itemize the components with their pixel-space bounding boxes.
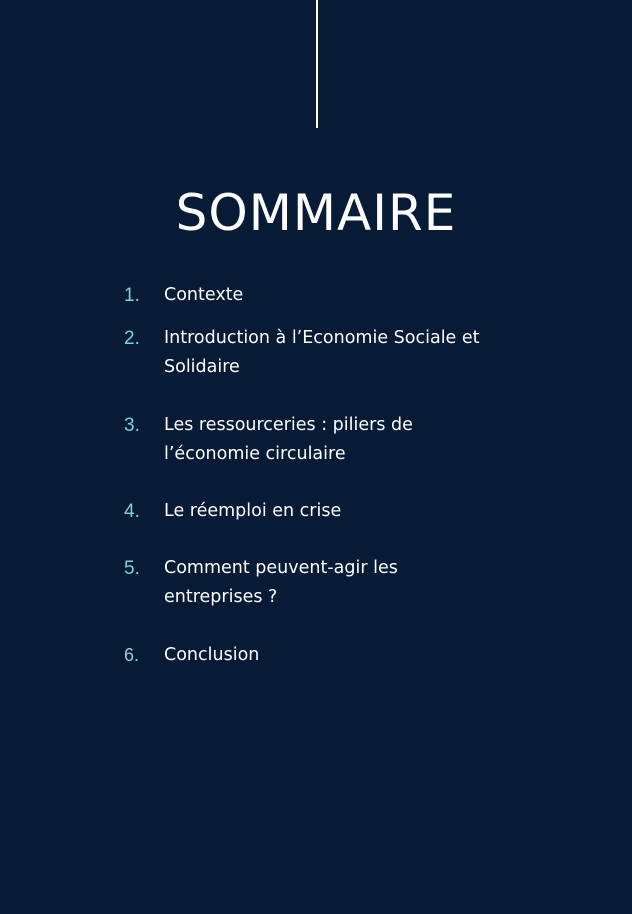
toc-item-label: Contexte: [164, 285, 244, 305]
toc-item-number: 4.: [124, 501, 140, 522]
toc-item-number: 3.: [124, 415, 140, 436]
page-title: SOMMAIRE: [175, 184, 457, 242]
top-divider-line: [316, 0, 318, 128]
toc-item-number: 6.: [124, 645, 140, 665]
toc-item-number: 2.: [124, 328, 140, 349]
toc-item-number: 5.: [124, 558, 140, 579]
toc-item-label: Introduction à l’Economie Sociale et Solidaire: [164, 328, 480, 377]
toc-item-label: Les ressourceries : piliers de l’économie circulaire: [164, 415, 413, 464]
toc-item-label: Comment peuvent-agir les entreprises ?: [164, 558, 398, 607]
toc-item-label: Conclusion: [164, 645, 260, 665]
toc-item-label: Le réemploi en crise: [164, 501, 342, 521]
toc-item-number: 1.: [124, 285, 140, 306]
